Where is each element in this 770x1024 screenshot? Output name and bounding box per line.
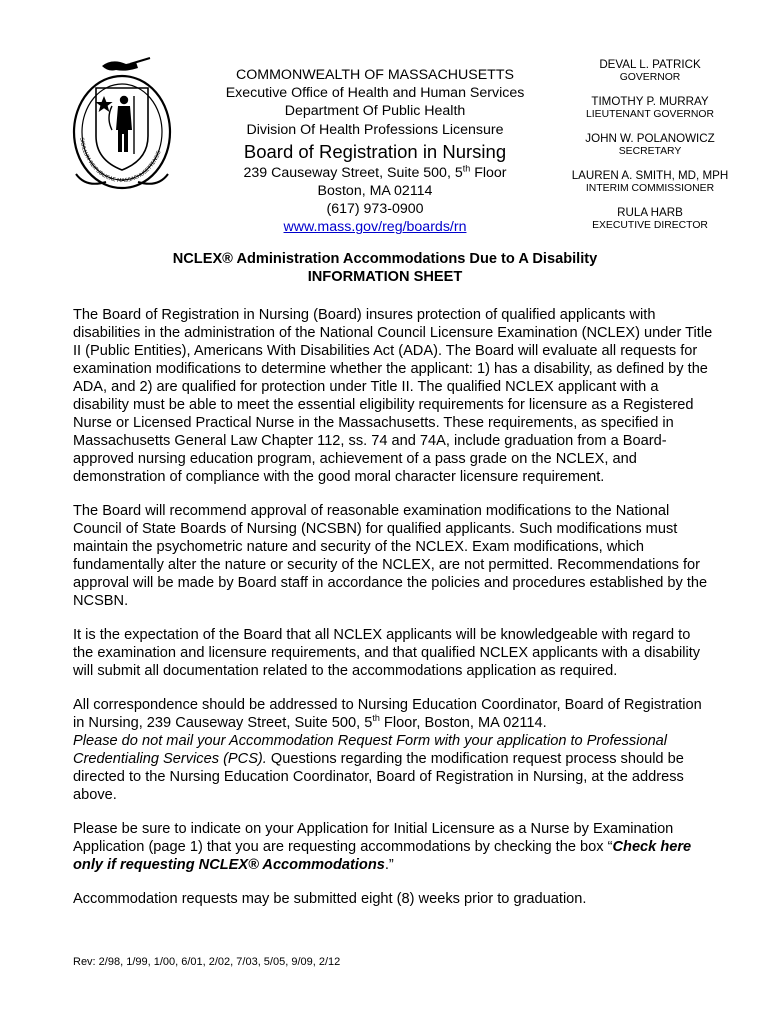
official-title: SECRETARY (618, 146, 682, 157)
document-title-block (60, 250, 710, 286)
official-name: LAUREN A. SMITH, MD, MPH (571, 169, 729, 182)
official-name: DEVAL L. PATRICK (599, 58, 701, 71)
executive-office: Executive Office of Health and Human Services (225, 85, 525, 102)
division-name: Division Of Health Professions Licensure (246, 121, 504, 138)
commonwealth-seal (66, 56, 178, 194)
department-name: Department Of Public Health (284, 103, 466, 120)
mail-warning: Please do not mail your Accommodation Request Form with your application to Professional Credentialing Services (PCS). (73, 733, 668, 767)
document-subtitle: INFORMATION SHEET (307, 269, 463, 285)
seal-motto: SIGILLUM REIPUBLICAE MASSACHUSETTENSIS (78, 137, 163, 185)
checkbox-label-reference: Check here only if requesting NCLEX® Accommodations (73, 839, 692, 873)
paragraph-expectation: It is the expectation of the Board that all NCLEX applicants will be knowledgeable with regard to the examination and licensure requirements, and that qualified NCLEX applicants with a disability will submit all documentation related to the accommodations application as required. (73, 627, 701, 679)
official-entry (560, 169, 740, 195)
official-title: GOVERNOR (619, 72, 681, 83)
official-entry (560, 206, 740, 232)
official-entry (560, 95, 740, 121)
official-name: TIMOTHY P. MURRAY (591, 95, 709, 108)
street-address: 239 Causeway Street, Suite 500, 5th Floor (243, 163, 507, 181)
revision-history: Rev: 2/98, 1/99, 1/00, 6/01, 2/02, 7/03, 5/05, 9/09, 2/12 (73, 956, 341, 968)
commonwealth-name: COMMONWEALTH OF MASSACHUSETTS (236, 67, 514, 83)
official-entry (560, 58, 740, 84)
official-title: INTERIM COMMISSIONER (585, 183, 715, 194)
phone-number: (617) 973-0900 (326, 201, 424, 218)
official-title: EXECUTIVE DIRECTOR (592, 220, 708, 231)
document-title: NCLEX® Administration Accommodations Due to A Disability (172, 251, 598, 267)
official-name: RULA HARB (617, 206, 683, 219)
agency-header (205, 66, 545, 237)
official-title: LIEUTENANT GOVERNOR (586, 109, 714, 120)
paragraph-indicate: Please be sure to indicate on your Application for Initial Licensure as a Nurse by Examination Application (page 1) that you are requesting accommodations by checking the box “Check here only if requesting NCLEX® Accommodations.” (73, 821, 692, 873)
official-name: JOHN W. POLANOWICZ (585, 132, 715, 145)
city-state-zip: Boston, MA 02114 (317, 183, 433, 200)
paragraph-timing: Accommodation requests may be submitted eight (8) weeks prior to graduation. (73, 891, 587, 907)
board-name: Board of Registration in Nursing (243, 140, 507, 162)
paragraph-protection: The Board of Registration in Nursing (Board) insures protection of qualified applicants with disabilities in the administration of the National Council Licensure Examination (NCLEX) under Title II (Public Entities), Americans With Disabilities Act (ADA). The Board will evaluate all requests for examination modifications to determine whether the applicant: 1) has a disability, as defined by the ADA, and 2) are qualified for protection under Title II. The qualified NCLEX applicant with a disability must be able to meet the essential eligibility requirements for licensure as a Registered Nurse or Licensed Practical Nurse in the Massachusetts. These requirements, as specified in Massachusetts General Law Chapter 112, ss. 74 and 74A, include graduation from a Board-approved nursing education program, achievement of a pass grade on the NCLEX, and demonstration of compliance with the good moral character licensure requirement. (73, 307, 713, 485)
paragraph-recommendation: The Board will recommend approval of reasonable examination modifications to the National Council of State Boards of Nursing (NCSBN) for qualified applicants. Such modifications must maintain the psychometric nature and security of the NCLEX. Exam modifications, which fundamentally alter the nature or security of the NCLEX, are not permitted. Recommendations for approval will be made by Board staff in accordance the policies and procedures established by the NCSBN. (73, 503, 708, 609)
document-body (73, 306, 713, 924)
website-link[interactable]: www.mass.gov/reg/boards/rn (283, 219, 467, 236)
official-entry (560, 132, 740, 158)
paragraph-correspondence: All correspondence should be addressed to Nursing Education Coordinator, Board of Registration in Nursing, 239 Causeway Street, Suite 500, 5th Floor, Boston, MA 02114. Please do not mail your Accommodation Request Form with your application to Professional Credentialing Services (PCS). Questions regarding the modification request process should be directed to the Nursing Education Coordinator, Board of Registration in Nursing, at the address above. (73, 697, 702, 803)
officials-list (560, 58, 740, 243)
